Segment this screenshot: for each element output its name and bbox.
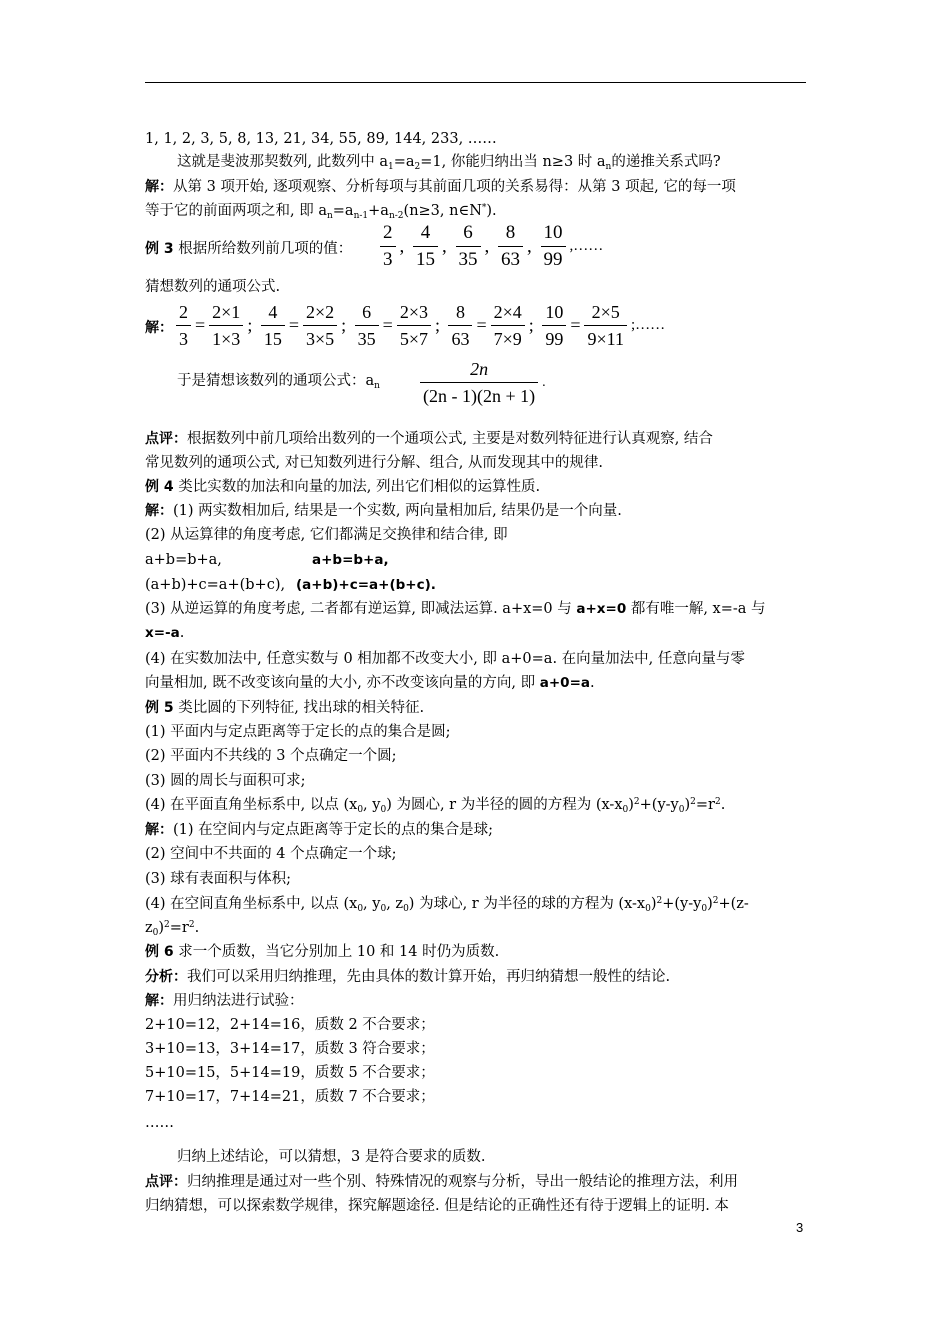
solution-line: (a+b)+c=a+(b+c), <box>145 577 286 593</box>
solution-line: (3) 从逆运算的角度考虑, 二者都有逆运算, 即减法运算. a+x=0 与 a+x=0 都有唯一解, x=-a 与 <box>145 601 766 617</box>
trial-row: 7+10=17，7+14=21，质数 7 不合要求； <box>145 1089 435 1105</box>
text-line: (2) 平面内不共线的 3 个点确定一个圆; <box>145 748 397 764</box>
text-line: (4) 在平面直角坐标系中, 以点 ($x_0$, $y_0$) 为圆心, r 为半径的圆的方程为 $(x-x_0)^2+(y-y_0)^2=r^2$. <box>145 797 726 815</box>
fraction: $\frac{10}{99}$ <box>541 222 566 271</box>
solution-line: (4) 在实数加法中, 任意实数与 0 相加都不改变大小, 即 a+0=a. 在向量加法中, 任意向量与零 <box>145 651 745 667</box>
comment-line: 常见数列的通项公式, 对已知数列进行分解、组合, 从而发现其中的规律. <box>145 455 604 471</box>
solution-line: 解：用归纳法进行试验： <box>145 993 304 1009</box>
solution-line: (4) 在空间直角坐标系中, 以点 ($x_0$, $y_0$, $z_0$) 为球心, r 为半径的球的方程为 $(x-x_0)^2+(y-y_0)^2+(z-$ <box>145 896 749 914</box>
example-3-guess: 猜想数列的通项公式. <box>145 279 281 295</box>
fraction: $\frac{4}{15}$ <box>413 222 438 271</box>
analysis-line: 分析：我们可以采用归纳推理，先由具体的数计算开始，再归纳猜想一般性的结论. <box>145 969 671 985</box>
example-3-terms: $\frac{2}{3}$ , $\frac{4}{15}$ , $\frac{6}{35}$ , $\frac{8}{63}$ , $\frac{10}{99}$ ,…… <box>378 222 605 271</box>
example-3-conclusion: 于是猜想该数列的通项公式：$a_n$ <box>177 373 380 391</box>
fibonacci-sequence: 1, 1, 2, 3, 5, 8, 13, 21, 34, 55, 89, 144, 233, …… <box>145 131 497 147</box>
question-line: 这就是斐波那契数列, 此数列中 $a_1=a_2=1$, 你能归纳出当 n≥3 时 $a_n$的递推关系式吗? <box>177 154 721 172</box>
solution-line: a+b=b+a, <box>145 552 222 568</box>
page-number: 3 <box>796 1220 804 1235</box>
example-3-title: 例 3 根据所给数列前几项的值： <box>145 241 353 257</box>
header-rule <box>145 82 806 83</box>
comment-line: 归纳猜想，可以探索数学规律，探究解题途径. 但是结论的正确性还有待于逻辑上的证明. 本 <box>145 1198 729 1214</box>
example-5-title: 例 5 类比圆的下列特征, 找出球的相关特征. <box>145 700 425 716</box>
vector-formula: a+b=b+a, <box>312 552 389 568</box>
solution-line: x=-a. <box>145 625 185 641</box>
comment-label: 点评： <box>145 431 187 447</box>
general-term-formula: $\frac{2n}{(2n - 1)(2n + 1)}$ . <box>418 358 548 407</box>
trial-row: …… <box>145 1115 174 1131</box>
trial-row: 2+10=12，2+14=16，质数 2 不合要求； <box>145 1017 435 1033</box>
solution-line: (2) 空间中不共面的 4 个点确定一个球; <box>145 846 397 862</box>
fraction: $\frac{2}{3}$ <box>380 222 396 271</box>
solution-line: 解：从第 3 项开始, 逐项观察、分析每项与其前面几项的关系易得：从第 3 项起, 它的每一项 <box>145 179 736 195</box>
text-line: (1) 平面内与定点距离等于定长的点的集合是圆; <box>145 724 451 740</box>
fraction: $\frac{8}{63}$ <box>498 222 523 271</box>
solution-line: $z_0)^2=r^2$. <box>145 920 200 938</box>
analysis-label: 分析： <box>145 969 187 985</box>
solution-line: (2) 从运算律的角度考虑, 它们都满足交换律和结合律, 即 <box>145 527 508 543</box>
example-6-title: 例 6 求一个质数，当它分别加上 10 和 14 时仍为质数. <box>145 944 500 960</box>
solution-line: 解：(1) 两实数相加后, 结果是一个实数, 两向量相加后, 结果仍是一个向量. <box>145 503 622 519</box>
solution-line: 等于它的前面两项之和, 即 $a_n=a_{n-1}+a_{n-2}(n\ge 3$, n∈N*). <box>145 203 497 221</box>
text-line: (3) 圆的周长与面积可求; <box>145 773 306 789</box>
solution-line: 向量相加, 既不改变该向量的大小, 亦不改变该向量的方向, 即 a+0=a. <box>145 675 595 691</box>
trial-row: 3+10=13，3+14=17，质数 3 符合要求； <box>145 1041 435 1057</box>
example-4-title: 例 4 类比实数的加法和向量的加法, 列出它们相似的运算性质. <box>145 479 541 495</box>
comment-line: 点评：归纳推理是通过对一些个别、特殊情况的观察与分析，导出一般结论的推理方法，利用 <box>145 1174 738 1190</box>
conclusion-line: 归纳上述结论，可以猜想，3 是符合要求的质数. <box>177 1149 486 1165</box>
example-label: 例 3 <box>145 241 174 257</box>
fraction: $\frac{6}{35}$ <box>456 222 481 271</box>
solution-line: 解：(1) 在空间内与定点距离等于定长的点的集合是球; <box>145 822 494 838</box>
solution-line: (3) 球有表面积与体积; <box>145 871 292 887</box>
solution-label-line: 解： <box>145 320 173 336</box>
comment-line: 点评：根据数列中前几项给出数列的一个通项公式, 主要是对数列特征进行认真观察, 结合 <box>145 431 713 447</box>
solution-label: 解： <box>145 179 173 195</box>
trial-row: 5+10=15，5+14=19，质数 5 不合要求； <box>145 1065 435 1081</box>
vector-formula: (a+b)+c=a+(b+c). <box>296 577 436 593</box>
example-3-solution: $\frac{2}{3}$ = $\frac{2\times 1}{1\times 3}$ ; $\frac{4}{15}$ = $\frac{2\times 2}{3\times 5}$ ; $\frac{6}{35}$ = $\frac{2\times 3}{5\times 7}$ ; $\frac{8}{63}$ = $\frac{2\times 4}{7\times 9}$ ; $\frac{10}{99}$ = $\frac{2\times 5}{9\times 11}$ ;…… <box>174 301 667 350</box>
